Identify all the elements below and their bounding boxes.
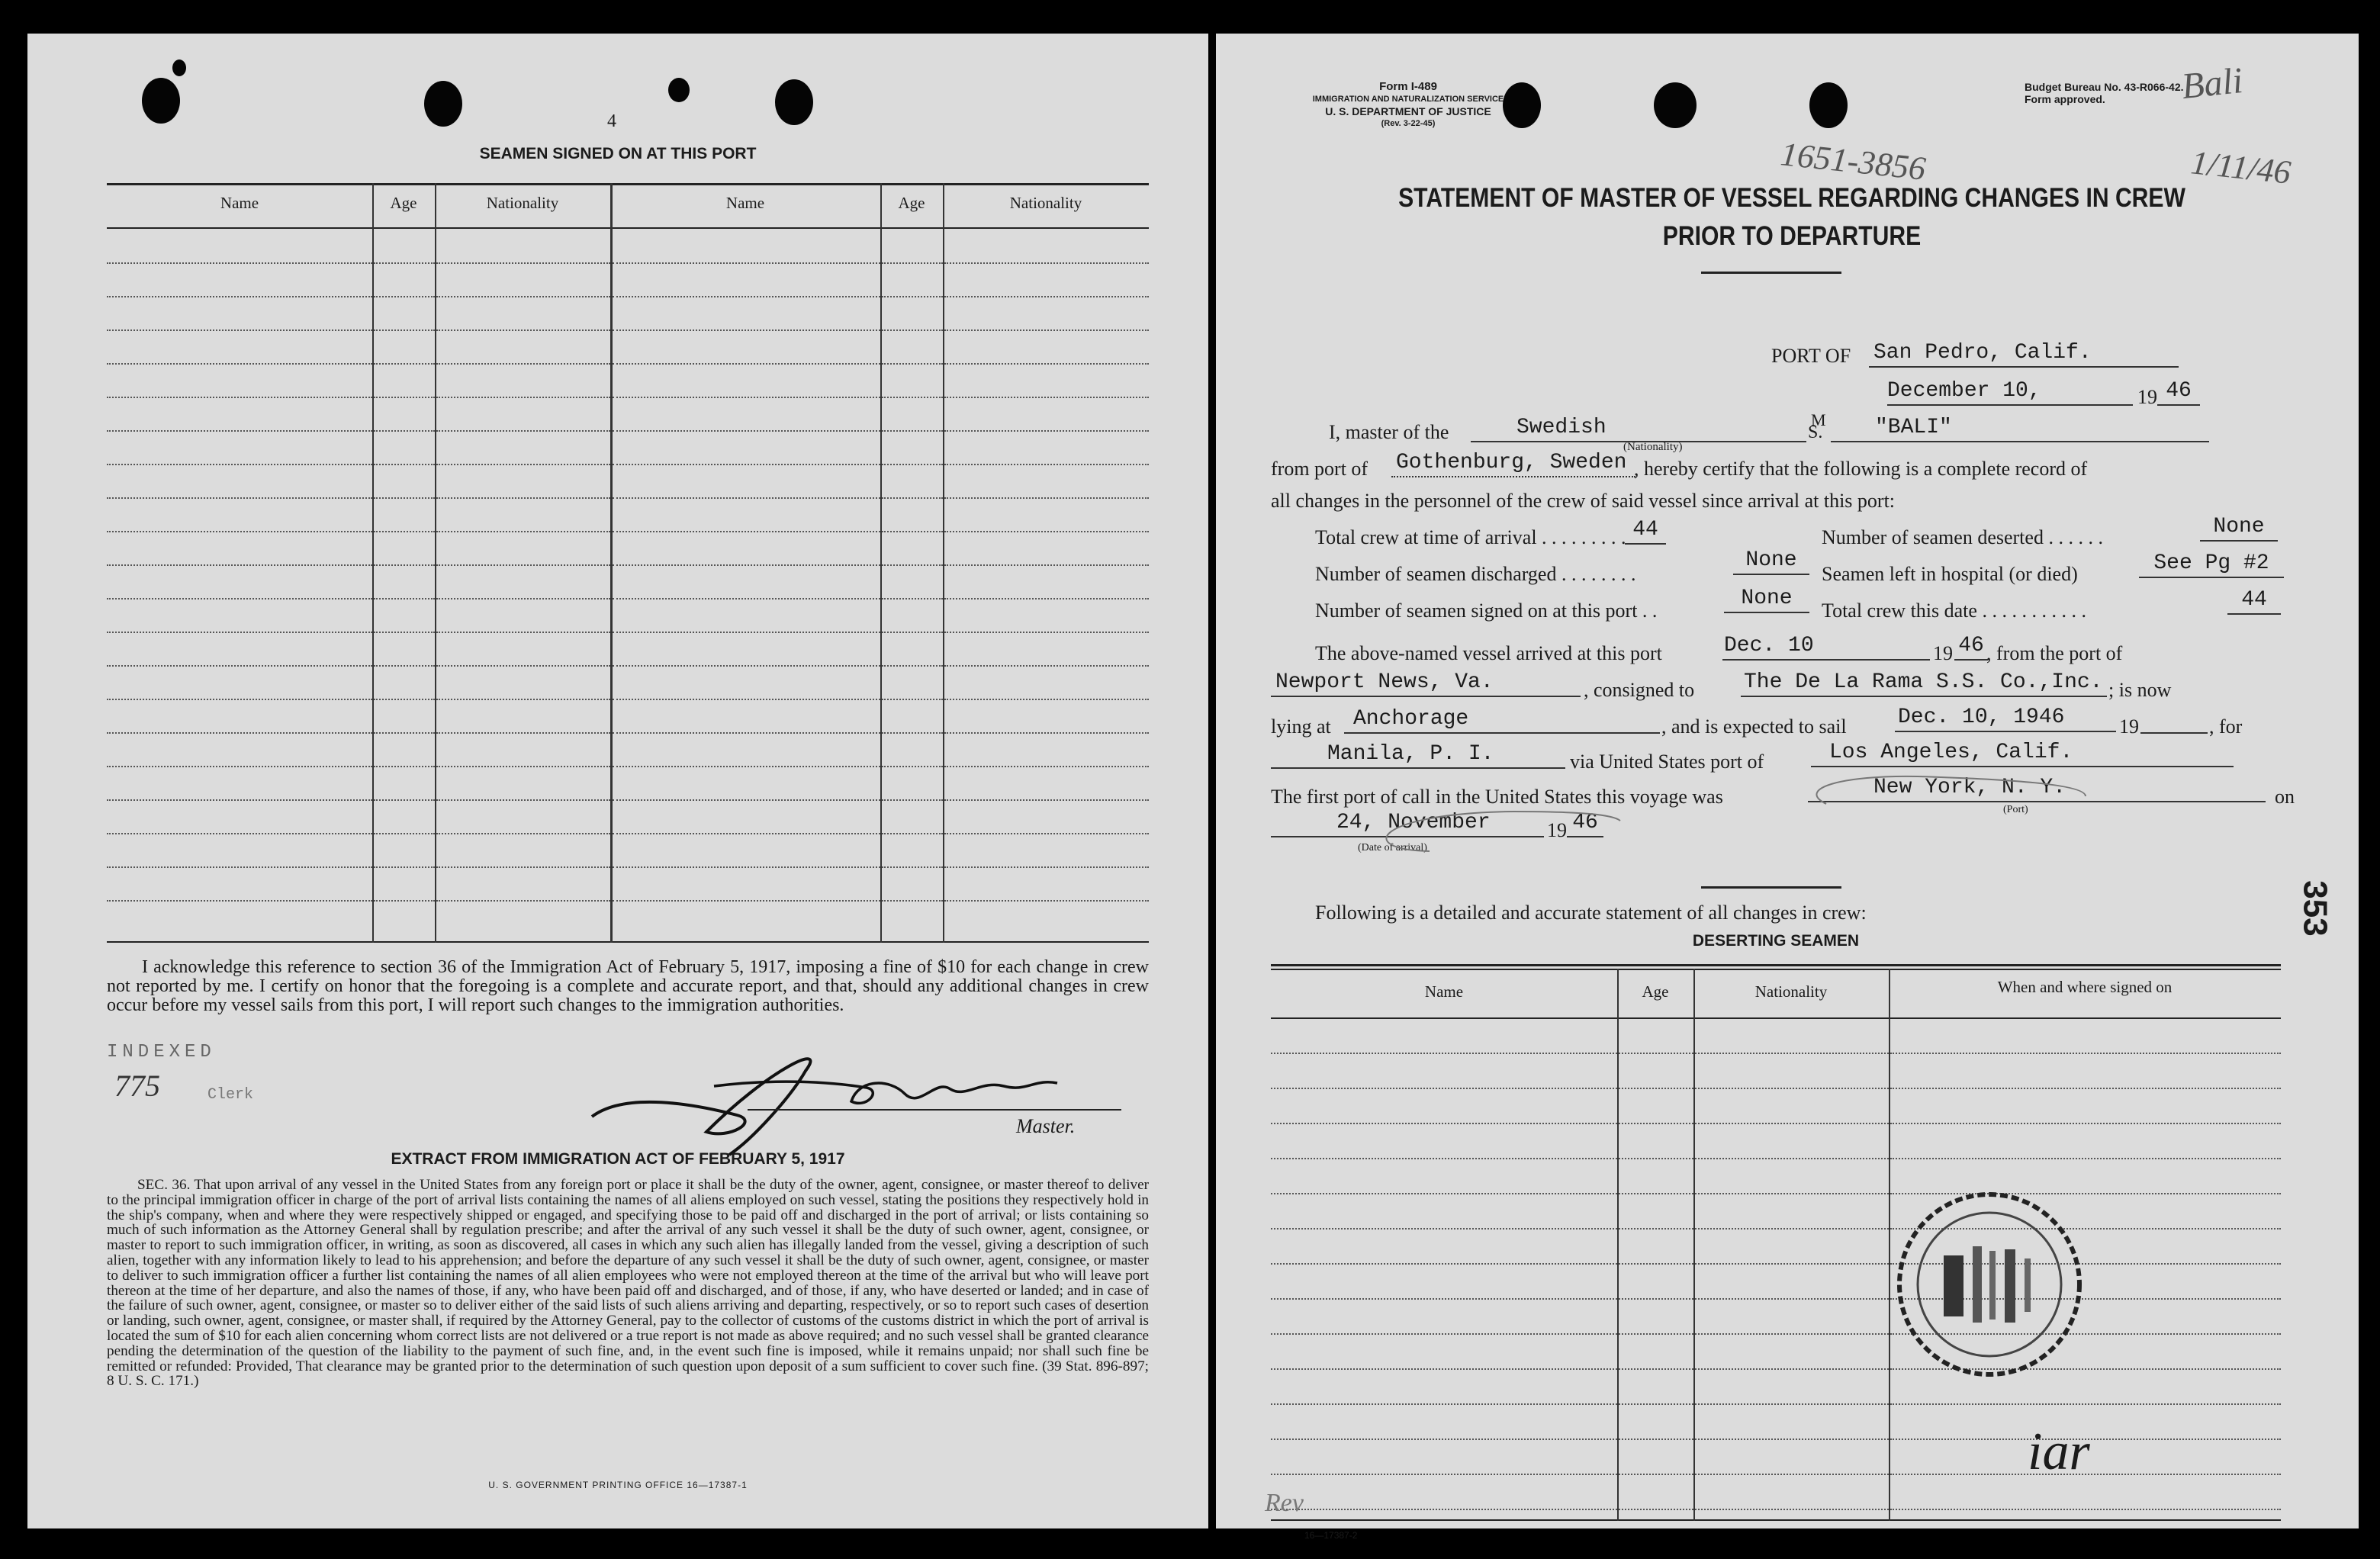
dotted-rule <box>944 531 1149 532</box>
left-page <box>27 34 1208 1528</box>
port-field: San Pedro, Calif. <box>1869 340 2179 368</box>
first-port-label: The first port of call in the United States this voyage was <box>1271 786 1723 808</box>
handwritten-ship-name: Bali <box>2179 59 2245 108</box>
dotted-rule <box>436 632 610 633</box>
extract-heading: EXTRACT FROM IMMIGRATION ACT OF FEBRUARY 5, 1917 <box>391 1150 845 1168</box>
dotted-rule <box>613 799 880 801</box>
dotted-rule <box>882 564 943 566</box>
stat-hospital: See Pg #2 <box>2139 552 2284 578</box>
round-customs-stamp <box>1890 1185 2089 1384</box>
deserting-header-name: Name <box>1424 982 1464 1001</box>
dotted-rule <box>1619 1193 1693 1194</box>
dotted-rule <box>107 732 372 734</box>
dotted-rule <box>107 497 372 499</box>
stat-label: Number of seamen discharged . . . . . . . . <box>1315 563 1636 585</box>
column-header-nationality: Nationality <box>1009 194 1082 212</box>
dotted-rule <box>1619 1298 1693 1300</box>
dotted-rule <box>882 699 943 700</box>
pencil-ellipse-marks <box>1262 766 2299 865</box>
dotted-rule <box>882 464 943 465</box>
year-prefix: 19 <box>2137 386 2157 408</box>
for-label: , for <box>2209 715 2243 738</box>
nationality-field: Swedish <box>1471 415 1806 442</box>
handwritten-index-number: 775 <box>114 1069 160 1103</box>
dotted-rule <box>613 296 880 297</box>
dotted-rule <box>944 564 1149 566</box>
dotted-rule <box>882 900 943 902</box>
sail-year-prefix: 19 <box>2119 715 2139 738</box>
page-number: 4 <box>607 111 616 131</box>
dotted-rule <box>107 900 372 902</box>
on-label: on <box>2275 786 2295 808</box>
dotted-rule <box>1695 1158 1889 1159</box>
date-field: December 10, <box>1887 378 2133 406</box>
dotted-rule <box>1619 1509 1693 1510</box>
dotted-rule <box>436 598 610 599</box>
expected-label: , and is expected to sail <box>1661 715 1847 738</box>
dotted-rule <box>374 632 435 633</box>
ship-prefix-m: M <box>1811 410 1826 429</box>
dotted-rule <box>374 833 435 834</box>
form-subtitle: PRIOR TO DEPARTURE <box>1662 221 1922 251</box>
dotted-rule <box>944 833 1149 834</box>
dotted-rule <box>374 900 435 902</box>
dotted-rule <box>1271 1123 1617 1124</box>
dotted-rule <box>436 363 610 365</box>
stat-label: Number of seamen signed on at this port . . <box>1315 599 1658 622</box>
date-caption: (Date of arrival) <box>1358 842 1427 853</box>
ship-name-field: "BALI" <box>1831 415 2209 442</box>
master-label: Master. <box>1016 1115 1076 1137</box>
dotted-rule <box>436 296 610 297</box>
dotted-rule <box>107 564 372 566</box>
stat-label: Number of seamen deserted . . . . . . <box>1822 526 2103 548</box>
dotted-rule <box>107 531 372 532</box>
dotted-rule <box>1619 1088 1693 1089</box>
dotted-rule <box>107 866 372 868</box>
first-port-field: New York, N. Y. <box>1808 775 2266 802</box>
dotted-rule <box>1619 1403 1693 1405</box>
dotted-rule <box>436 665 610 667</box>
stat-discharged: None <box>1733 549 1809 575</box>
dotted-rule <box>436 262 610 264</box>
dotted-rule <box>374 564 435 566</box>
certify-text: , hereby certify that the following is a complete record of <box>1634 458 2088 480</box>
stat-label: Seamen left in hospital (or died) <box>1822 563 2078 585</box>
dotted-rule <box>374 799 435 801</box>
seamen-signed-heading: SEAMEN SIGNED ON AT THIS PORT <box>479 145 757 162</box>
dotted-rule <box>1890 1158 2281 1159</box>
first-arrival-date-field: 24, November <box>1271 810 1544 837</box>
dotted-rule <box>882 497 943 499</box>
dotted-rule <box>1271 1088 1617 1089</box>
dotted-rule <box>436 766 610 767</box>
dotted-rule <box>882 799 943 801</box>
dotted-rule <box>107 363 372 365</box>
dotted-rule <box>882 397 943 398</box>
dotted-rule <box>613 632 880 633</box>
dotted-rule <box>882 430 943 432</box>
stat-total-crew-date: 44 <box>2227 589 2281 615</box>
dotted-rule <box>613 866 880 868</box>
dotted-rule <box>613 531 880 532</box>
dotted-rule <box>944 598 1149 599</box>
dotted-rule <box>107 296 372 297</box>
dotted-rule <box>1619 1438 1693 1440</box>
handwritten-date: 1/11/46 <box>2189 143 2293 191</box>
dotted-rule <box>374 262 435 264</box>
all-changes-text: all changes in the personnel of the crew of said vessel since arrival at this port: <box>1271 490 1896 512</box>
dotted-rule <box>1619 1228 1693 1230</box>
dotted-rule <box>436 699 610 700</box>
from-port-label: from port of <box>1271 458 1368 480</box>
dotted-rule <box>107 464 372 465</box>
stat-deserted: None <box>2200 516 2278 542</box>
dotted-rule <box>1271 1474 1617 1475</box>
dotted-rule <box>944 262 1149 264</box>
dotted-rule <box>1890 1123 2281 1124</box>
printer-line: U. S. GOVERNMENT PRINTING OFFICE 16—17387-1 <box>488 1480 748 1490</box>
dotted-rule <box>882 598 943 599</box>
dotted-rule <box>1695 1298 1889 1300</box>
port-caption: (Port) <box>2003 804 2028 815</box>
printer-line: 16—17387-2 <box>1304 1530 1358 1541</box>
dotted-rule <box>944 699 1149 700</box>
dotted-rule <box>882 665 943 667</box>
via-label: via United States port of <box>1570 751 1764 773</box>
year-field: 46 <box>2157 378 2200 406</box>
dotted-rule <box>613 598 880 599</box>
dotted-rule <box>1271 1298 1617 1300</box>
handwritten-corner-mark: Rev <box>1265 1489 1304 1517</box>
following-text: Following is a detailed and accurate statement of all changes in crew: <box>1315 902 1867 924</box>
punch-hole <box>1809 82 1848 128</box>
dotted-rule <box>882 732 943 734</box>
dotted-rule <box>1271 1228 1617 1230</box>
master-signature <box>577 1025 1065 1162</box>
dotted-rule <box>613 766 880 767</box>
dotted-rule <box>1271 1509 1617 1510</box>
dotted-rule <box>1695 1228 1889 1230</box>
dotted-rule <box>374 430 435 432</box>
sail-year-field <box>2140 706 2208 734</box>
dotted-rule <box>436 564 610 566</box>
dotted-rule <box>613 699 880 700</box>
dotted-rule <box>1890 1053 2281 1054</box>
dotted-rule <box>1695 1474 1889 1475</box>
dotted-rule <box>1271 1438 1617 1440</box>
budget-bureau-block: Budget Bureau No. 43-R066-42. Form approved. <box>2025 81 2184 105</box>
dotted-rule <box>374 497 435 499</box>
dotted-rule <box>613 262 880 264</box>
deserting-seamen-heading: DESERTING SEAMEN <box>1692 932 1860 950</box>
dotted-rule <box>107 397 372 398</box>
handwritten-file-number: 1651-3856 <box>1778 135 1928 188</box>
dotted-rule <box>944 329 1149 331</box>
dotted-rule <box>613 363 880 365</box>
ship-prefix-s: S. <box>1808 423 1823 442</box>
dotted-rule <box>613 497 880 499</box>
dotted-rule <box>1695 1438 1889 1440</box>
from-port-city-field: Newport News, Va. <box>1271 670 1581 697</box>
dotted-rule <box>374 397 435 398</box>
dotted-rule <box>1619 1053 1693 1054</box>
column-header-age: Age <box>390 194 417 212</box>
from-port-field: Gothenburg, Sweden <box>1391 450 1635 477</box>
dotted-rule <box>882 866 943 868</box>
margin-page-number: 353 <box>2296 880 2334 937</box>
dotted-rule <box>613 833 880 834</box>
dotted-rule <box>882 766 943 767</box>
form-number-block: Form I-489 IMMIGRATION AND NATURALIZATION SERVICE U. S. DEPARTMENT OF JUSTICE (Rev. 3-22-45) <box>1312 80 1504 128</box>
dotted-rule <box>107 632 372 633</box>
dotted-rule <box>1271 1403 1617 1405</box>
dotted-rule <box>107 262 372 264</box>
dotted-rule <box>1271 1193 1617 1194</box>
stat-total-crew-arrival: 44 <box>1625 519 1666 545</box>
dotted-rule <box>944 665 1149 667</box>
dotted-rule <box>613 430 880 432</box>
dotted-rule <box>107 833 372 834</box>
dotted-rule <box>374 531 435 532</box>
dotted-rule <box>944 866 1149 868</box>
dotted-rule <box>1890 1088 2281 1089</box>
dotted-rule <box>1619 1368 1693 1370</box>
stat-label: Total crew at time of arrival . . . . . . . . . <box>1315 526 1626 548</box>
dotted-rule <box>374 665 435 667</box>
dotted-rule <box>436 430 610 432</box>
column-header-age: Age <box>898 194 925 212</box>
dotted-rule <box>1890 1509 2281 1510</box>
arrival-year-prefix: 19 <box>1933 642 1953 664</box>
sail-date-field: Dec. 10, 1946 <box>1895 705 2116 732</box>
dotted-rule <box>436 900 610 902</box>
dotted-rule <box>882 296 943 297</box>
dotted-rule <box>944 363 1149 365</box>
punch-hole <box>142 78 180 124</box>
deserting-header-when-where: When and where signed on <box>1997 978 2173 996</box>
dotted-rule <box>1695 1403 1889 1405</box>
dotted-rule <box>1695 1193 1889 1194</box>
clerk-stamp: Clerk <box>207 1086 254 1104</box>
dotted-rule <box>374 732 435 734</box>
arrival-date-field: Dec. 10 <box>1722 633 1930 661</box>
first-year-prefix: 19 <box>1547 819 1567 841</box>
dotted-rule <box>374 464 435 465</box>
punch-hole <box>424 81 462 127</box>
dotted-rule <box>374 363 435 365</box>
lying-at-label: lying at <box>1271 715 1331 738</box>
dotted-rule <box>1619 1123 1693 1124</box>
dotted-rule <box>944 397 1149 398</box>
dotted-rule <box>107 430 372 432</box>
dotted-rule <box>1619 1333 1693 1335</box>
dotted-rule <box>1619 1263 1693 1265</box>
dotted-rule <box>882 833 943 834</box>
dotted-rule <box>436 799 610 801</box>
dotted-rule <box>436 329 610 331</box>
dotted-rule <box>107 799 372 801</box>
dotted-rule <box>944 799 1149 801</box>
dotted-rule <box>436 866 610 868</box>
dotted-rule <box>613 900 880 902</box>
dotted-rule <box>1695 1123 1889 1124</box>
dotted-rule <box>944 497 1149 499</box>
dotted-rule <box>944 296 1149 297</box>
dotted-rule <box>1271 1333 1617 1335</box>
dotted-rule <box>1695 1053 1889 1054</box>
dotted-rule <box>1271 1053 1617 1054</box>
dotted-rule <box>107 329 372 331</box>
dotted-rule <box>1695 1263 1889 1265</box>
dotted-rule <box>613 329 880 331</box>
dotted-rule <box>436 464 610 465</box>
dotted-rule <box>944 766 1149 767</box>
us-port-field: Los Angeles, Calif. <box>1811 740 2234 767</box>
master-of-label: I, master of the <box>1329 421 1449 443</box>
lying-at-field: Anchorage <box>1344 706 1660 734</box>
dotted-rule <box>436 397 610 398</box>
dotted-rule <box>944 732 1149 734</box>
deserting-header-age: Age <box>1642 982 1669 1001</box>
punch-hole-small <box>668 78 690 102</box>
dotted-rule <box>1695 1088 1889 1089</box>
nationality-caption: (Nationality) <box>1623 441 1683 453</box>
dotted-rule <box>1695 1509 1889 1510</box>
dotted-rule <box>613 464 880 465</box>
dotted-rule <box>1271 1158 1617 1159</box>
dotted-rule <box>613 397 880 398</box>
dotted-rule <box>1695 1333 1889 1335</box>
destination-field: Manila, P. I. <box>1271 741 1565 769</box>
dotted-rule <box>374 699 435 700</box>
dotted-rule <box>1890 1403 2281 1405</box>
section-36-text: SEC. 36. That upon arrival of any vessel in the United States from any foreign port or place it shall be the duty of the owner, agent, consignee, or master thereof to deliver to the principal immigration officer in charge of the port of arrival lists containing the names of all aliens employed on such vessel, stating the positions they respectively hold in the ship's company, when and where they were respectively shipped or engaged, and specifying those to be paid off and discharged in the port of arrival; or lists containing so much of such information as the Attorney General shall by regulation prescribe; and after the arrival of any such vessel it shall be the duty of such owner, agent, consignee, or master to report to such immigration officer, in writing, as soon as discovered, all cases in which any such alien has illegally landed from the vessel, giving a description of such alien, together with any information likely to lead to his apprehension; and before the departure of any such vessel it shall be the duty of such owner, agent, consignee, or master to deliver to such immigration officer a further list containing the names of all alien employees who were not employed thereon at the time of the arrival but who will leave port thereon at the time of her departure, and also the names of those, if any, who have been paid off and discharged, and of those, if any, who have deserted or landed; and in case of the failure of such owner, agent, consignee, or master so to deliver either of the said lists of such aliens arriving and departing, respectively, or so to report such cases of desertion or landing, such owner, agent, consignee, or master shall, if required by the Attorney General, pay to the collector of customs of the customs district in which the port of arrival is located the sum of $10 for each alien concerning whom correct lists are not delivered or a true report is not made as above required; and no such vessel shall be granted clearance pending the determination of the question of the liability to the payment of such fine, and, in the event such fine is imposed, while it remains unpaid; nor shall such fine be remitted or refunded: Provided, That clearance may be granted prior to the determination of such question upon deposit of a sum sufficient to cover such fine. (39 Stat. 896-897; 8 U. S. C. 171.) <box>107 1177 1149 1390</box>
port-of-label: PORT OF <box>1771 345 1851 367</box>
consignee-field: The De La Rama S.S. Co.,Inc. <box>1741 670 2107 697</box>
form-title: STATEMENT OF MASTER OF VESSEL REGARDING CHANGES IN CREW <box>1398 183 2185 213</box>
dotted-rule <box>1619 1474 1693 1475</box>
dotted-rule <box>107 598 372 599</box>
dotted-rule <box>436 732 610 734</box>
deserting-header-nationality: Nationality <box>1754 982 1828 1001</box>
dotted-rule <box>107 665 372 667</box>
dotted-rule <box>613 564 880 566</box>
punch-hole <box>775 79 813 125</box>
from-the-port-label: , from the port of <box>1986 642 2123 664</box>
dotted-rule <box>944 900 1149 902</box>
punch-hole-small <box>172 59 186 76</box>
stat-signed-on: None <box>1724 587 1809 613</box>
arrival-year-field: 46 <box>1954 633 1988 661</box>
dotted-rule <box>107 766 372 767</box>
dotted-rule <box>436 833 610 834</box>
punch-hole <box>1654 82 1697 128</box>
column-header-name: Name <box>220 194 259 212</box>
dotted-rule <box>436 497 610 499</box>
dotted-rule <box>374 866 435 868</box>
column-header-nationality: Nationality <box>486 194 559 212</box>
dotted-rule <box>882 531 943 532</box>
dotted-rule <box>1271 1263 1617 1265</box>
dotted-rule <box>882 632 943 633</box>
dotted-rule <box>374 329 435 331</box>
dotted-rule <box>882 262 943 264</box>
dotted-rule <box>1695 1368 1889 1370</box>
dotted-rule <box>374 766 435 767</box>
consigned-label: , consigned to <box>1584 679 1695 701</box>
dotted-rule <box>374 598 435 599</box>
dotted-rule <box>882 329 943 331</box>
dotted-rule <box>944 464 1149 465</box>
indexed-stamp: INDEXED <box>107 1042 216 1062</box>
dotted-rule <box>882 363 943 365</box>
first-year-field: 46 <box>1567 810 1603 837</box>
acknowledgement-text: I acknowledge this reference to section 36 of the Immigration Act of February 5, 1917, imposing a fine of $10 for each change in crew not reported by me. I certify on honor that the foregoing is a complete and accurate report, and that, should any additional changes in crew occur before my vessel sails from this port, I will report such changes to the immigration authorities. <box>107 957 1149 1015</box>
dotted-rule <box>944 632 1149 633</box>
right-page <box>1216 34 2359 1541</box>
dotted-rule <box>374 296 435 297</box>
dotted-rule <box>613 732 880 734</box>
dotted-rule <box>1271 1368 1617 1370</box>
dotted-rule <box>436 531 610 532</box>
dotted-rule <box>944 430 1149 432</box>
handwritten-initials: iar <box>2028 1422 2090 1481</box>
dotted-rule <box>613 665 880 667</box>
is-now-label: ; is now <box>2108 679 2172 701</box>
arrived-label: The above-named vessel arrived at this port <box>1315 642 1662 664</box>
dotted-rule <box>1619 1158 1693 1159</box>
stat-label: Total crew this date . . . . . . . . . . . <box>1822 599 2086 622</box>
dotted-rule <box>107 699 372 700</box>
column-header-name: Name <box>725 194 765 212</box>
